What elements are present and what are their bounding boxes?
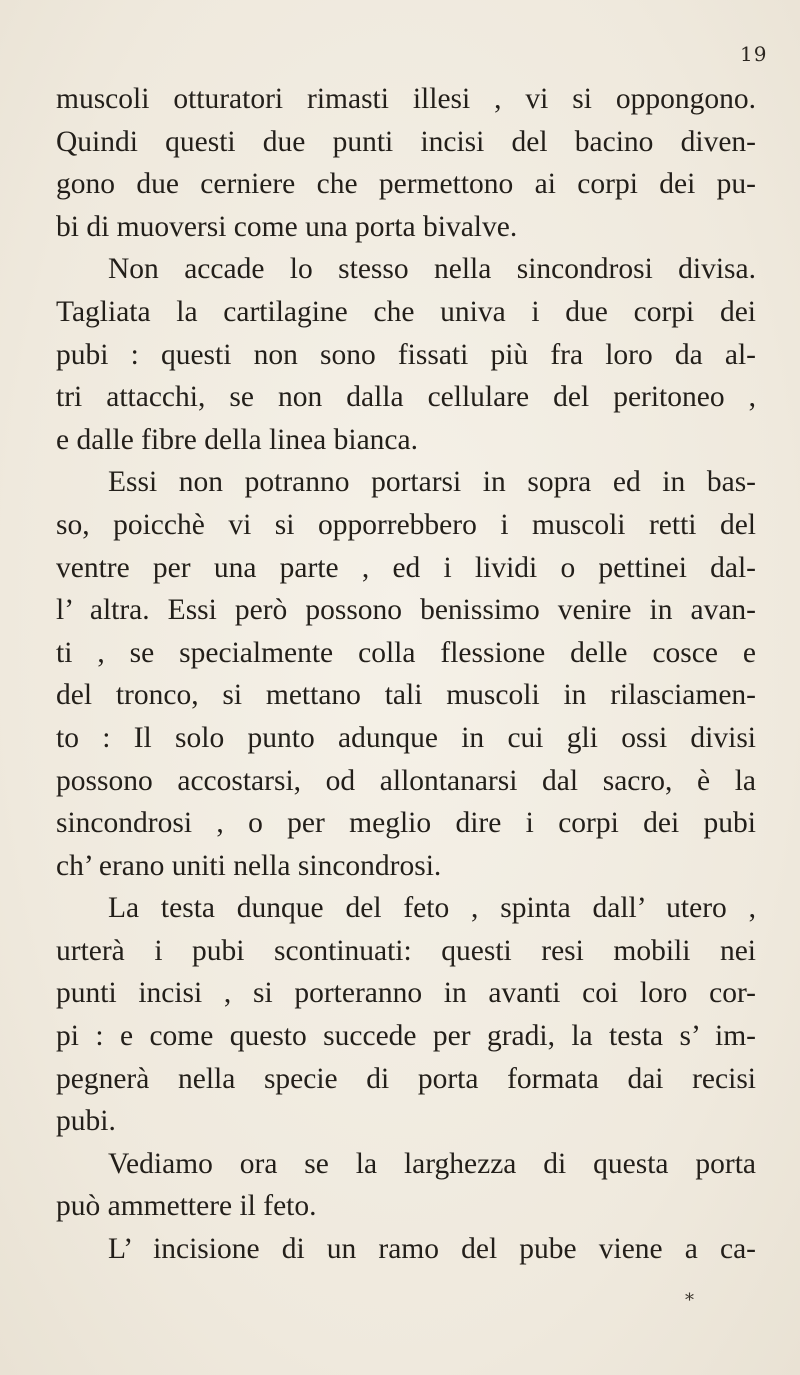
text-line: pegnerà nella specie di porta formata dai recisi xyxy=(56,1062,756,1095)
signature-mark: * xyxy=(685,1290,694,1311)
text-line: bi di muoversi come una porta bivalve. xyxy=(56,210,518,243)
text-line: punti incisi , si porteranno in avanti coi loro cor- xyxy=(56,977,756,1010)
text-line: l’ altra. Essi però possono benissimo venire in avan- xyxy=(56,594,756,627)
paragraph-first-line: Vediamo ora se la larghezza di questa porta xyxy=(108,1147,756,1180)
text-line: to : Il solo punto adunque in cui gli ossi divisi xyxy=(56,721,756,754)
text-line: sincondrosi , o per meglio dire i corpi dei pubi xyxy=(56,807,756,840)
text-line: può ammettere il feto. xyxy=(56,1190,317,1223)
text-line: pubi : questi non sono fissati più fra loro da al- xyxy=(56,338,756,371)
text-line: ventre per una parte , ed i lividi o pettinei dal- xyxy=(56,551,756,584)
text-line: tri attacchi, se non dalla cellulare del peritoneo , xyxy=(56,381,756,414)
text-line: pubi. xyxy=(56,1105,116,1138)
text-line: gono due cerniere che permettono ai corpi dei pu- xyxy=(56,168,756,201)
text-line: pi : e come questo succede per gradi, la testa s’ im- xyxy=(56,1020,756,1053)
text-line: del tronco, si mettano tali muscoli in rilasciamen- xyxy=(56,679,756,712)
text-line: urterà i pubi scontinuati: questi resi mobili nei xyxy=(56,934,756,967)
text-line: muscoli otturatori rimasti illesi , vi si oppongono. xyxy=(56,83,756,115)
paragraph-first-line: La testa dunque del feto , spinta dall’ utero , xyxy=(108,892,756,925)
text-line: possono accostarsi, od allontanarsi dal sacro, è la xyxy=(56,764,756,797)
text-line: ti , se specialmente colla flessione delle cosce e xyxy=(56,636,756,669)
paragraph-first-line: Non accade lo stesso nella sincondrosi divisa. xyxy=(108,253,756,286)
text-line: Tagliata la cartilagine che univa i due corpi dei xyxy=(56,295,756,328)
page-number: 19 xyxy=(740,42,768,66)
text-line: so, poicchè vi si opporrebbero i muscoli retti del xyxy=(56,508,756,541)
text-line: ch’ erano uniti nella sincondrosi. xyxy=(56,849,442,882)
paragraph-first-line: L’ incisione di un ramo del pube viene a ca- xyxy=(108,1233,756,1266)
paragraph-first-line: Essi non potranno portarsi in sopra ed in bas- xyxy=(108,466,756,499)
text-line: Quindi questi due punti incisi del bacino diven- xyxy=(56,125,756,158)
body-text xyxy=(56,78,756,1271)
text-line: e dalle fibre della linea bianca. xyxy=(56,423,418,456)
